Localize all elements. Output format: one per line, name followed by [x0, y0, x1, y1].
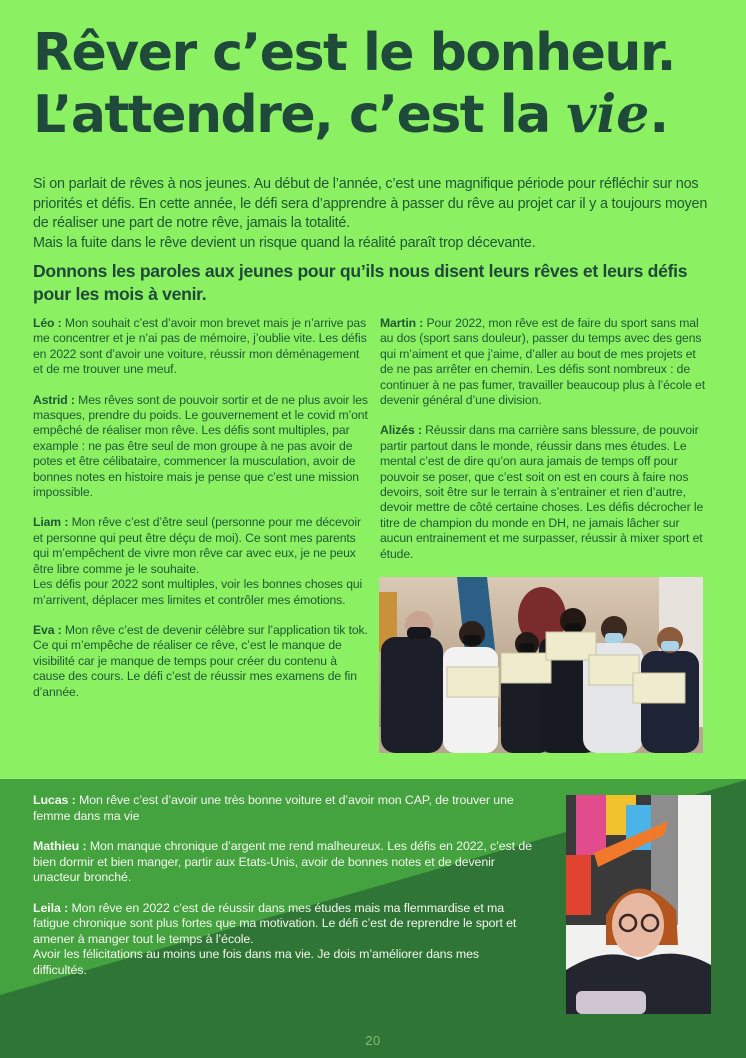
testimonial-astrid	[33, 393, 368, 501]
title-script-word: vie	[566, 84, 650, 145]
title-line-2-prefix: L’attendre, c’est la	[33, 85, 567, 145]
testimonial-leila	[33, 901, 533, 979]
testimonial-name: Léo :	[33, 316, 62, 330]
pencil-case	[576, 991, 646, 1014]
testimonial-mathieu	[33, 839, 533, 886]
testimonial-name: Lucas :	[33, 793, 76, 807]
group-photo-illustration	[379, 577, 703, 753]
intro-text	[33, 175, 723, 253]
intro-paragraph-1: Si on parlait de rêves à nos jeunes. Au début de l’année, c’est une magnifique période pour réfléchir sur nos priorités et défis. En cette année, le défi sera d’apprendre à passer du rêve au projet car il y a toujours moyen de réaliser une part de notre rêve, jamais la totalité.	[33, 176, 708, 231]
testimonial-alizes	[380, 423, 710, 562]
subheading: Donnons les paroles aux jeunes pour qu’ils nous disent leurs rêves et leurs défis pour les mois à venir.	[33, 261, 688, 304]
testimonial-text: Mon manque chronique d’argent me rend malheureux. Les défis en 2022, c’est de bien dormir et bien manger, partir aux Etats-Unis, avoir de bonnes notes et de devenir unacteur bronché.	[33, 839, 532, 884]
testimonials-right-column	[380, 316, 710, 577]
title-line-2	[33, 84, 675, 146]
testimonial-text: Mon rêve en 2022 c’est de réussir dans mes études mais ma flemmardise et ma fatigue chronique sont plus fortes que ma motivation. Le défi c’est de reprendre le sport et amener à manger tout le temps à l’école.	[33, 900, 517, 946]
testimonial-text: Mon souhait c’est d’avoir mon brevet mais je n’arrive pas me concentrer et je n’ai pas de mémoire, j’oublie vite. Les défis en 2022 sont d’avoir une voiture, réussir mon déménagement et de me trouver une meuf.	[33, 316, 367, 377]
testimonial-liam	[33, 515, 368, 607]
testimonial-martin	[380, 316, 710, 408]
testimonial-text: Réussir dans ma carrière sans blessure, de pouvoir partir partout dans le monde, réussir dans mes études. Le mental c’est de dire qu’on aura jamais de temps off pour pouvoir se poser, que c’est soit on est en cours à faire nos devoirs, soit être sur le terrain à s’entrainer et rien d’autre, devoir mettre de côté certaine choses. Les défis décrocher le titre de champion du monde en DH, ne jamais lâcher sur aucun entrainement et me surpasser, réussir à mixer sport et étude.	[380, 423, 704, 561]
testimonial-text: Mon rêve c’est d’avoir une très bonne voiture et d’avoir mon CAP, de trouver une femme dans ma vie	[33, 793, 514, 823]
intro-paragraph-2: Mais la fuite dans le rêve devient un risque quand la réalité paraît trop décevante.	[33, 234, 536, 251]
title-line-2-suffix: .	[649, 85, 668, 145]
testimonial-text: Mes rêves sont de pouvoir sortir et de ne plus avoir les masques, prendre du poids. Le gouvernement et le covid m’ont empêché de réaliser mon rêve. Les défis sont multiples, par example : ne pas être seul de mon groupe à ne pas avoir de potes et être célibataire, commencer la musculation, avoir de bonnes notes en histoire mais je pense que c’est une mission impossible.	[33, 392, 368, 500]
testimonial-name: Eva :	[33, 622, 62, 637]
testimonials-bottom	[33, 793, 533, 993]
testimonials-left-column	[33, 316, 368, 715]
portrait-photo-illustration	[566, 795, 711, 1014]
title-line-1: Rêver c’est le bonheur.	[33, 23, 675, 83]
testimonial-eva	[33, 623, 368, 700]
testimonial-text-extra: Avoir les félicitations au moins une fois dans ma vie. Je dois m’améliorer dans mes difficultés.	[33, 947, 479, 977]
group-photo	[379, 577, 703, 753]
testimonial-text: Mon rêve c’est d’être seul (personne pour me décevoir et personne qui peut être déçu de moi). Ce sont mes parents qui m’empêchent de vivre mon rêve car avec eux, je ne peux être libre comme je le souhaite.	[33, 515, 361, 576]
testimonial-lucas	[33, 793, 533, 824]
testimonial-name: Alizés :	[380, 423, 422, 438]
testimonial-name: Mathieu :	[33, 839, 87, 853]
page-title	[33, 22, 675, 146]
page-number: 20	[365, 1033, 381, 1048]
testimonial-name: Liam :	[33, 515, 69, 530]
testimonial-text-extra: Les défis pour 2022 sont multiples, voir les bonnes choses qui m’arrivent, déplacer mes limites et contrôler mes émotions.	[33, 577, 363, 607]
testimonial-text: Pour 2022, mon rêve est de faire du sport sans mal au dos (sport sans douleur), passer du temps avec des gens qui m’aiment et que j’aime, d’aller au bout de mes projets et de ne pas arrêter en chemin. Les défis sont nombreux : de continuer à ne pas fumer, travailler beaucoup plus à l’école et devenir général d’une division.	[380, 316, 705, 408]
testimonial-name: Leila :	[33, 900, 69, 915]
portrait-photo	[566, 795, 711, 1014]
testimonial-name: Astrid :	[33, 392, 75, 407]
testimonial-name: Martin :	[380, 316, 424, 330]
testimonial-leo	[33, 316, 368, 378]
testimonial-text: Mon rêve c’est de devenir célèbre sur l’application tik tok. Ce qui m’empêche de réaliser ce rêve, c’est le manque de visibilité car je manque de temps pour créer du contenu à cause des cours. Le défi c’est de réussir mes examens de fin d’année.	[33, 622, 368, 699]
